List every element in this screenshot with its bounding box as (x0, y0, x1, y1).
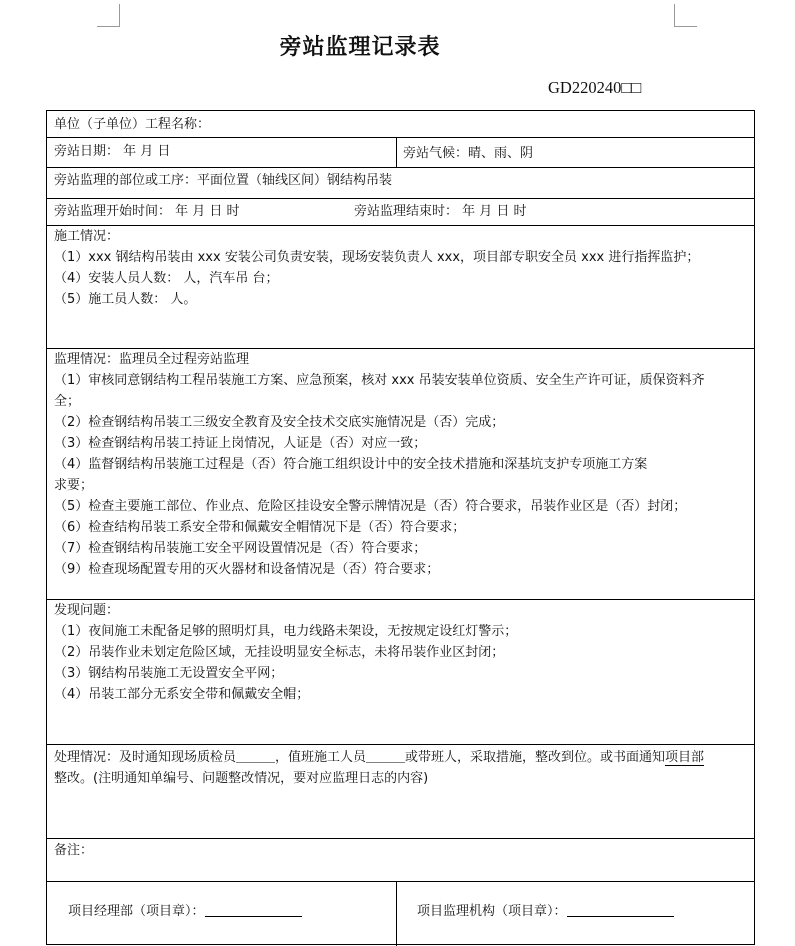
handling-underlined-text: 项目部 (665, 750, 705, 765)
supervision-line-1: （1）审核同意钢结构工程吊装施工方案、应急预案，核对 xxx 吊装安装单位资质、安全生产许可证，质保资料齐 (54, 373, 705, 388)
form-code: GD220240□□ (548, 78, 642, 97)
supervision-line-7: （7）检查钢结构吊装施工安全平网设置情况是（否）符合要求； (54, 541, 427, 556)
date-weather-row (47, 137, 754, 168)
document-title: 旁站监理记录表 (279, 35, 441, 60)
supervision-heading: 监理情况：监理员全过程旁站监理 (54, 352, 250, 367)
supervision-line-4: （4）监督钢结构吊装施工过程是（否）符合施工组织设计中的安全技术措施和深基坑支护专项施工方案 (54, 457, 648, 472)
issue-line-1: （1）夜间施工未配备足够的照明灯具，电力线路未架设，无按规定设红灯警示； (54, 624, 518, 639)
supervision-record-form (46, 110, 755, 945)
date-weather-divider (396, 137, 397, 167)
supervision-line-4-cont: 求要； (54, 478, 94, 493)
unit-project-name-label: 单位（子单位）工程名称： (54, 117, 211, 132)
start-time-label: 旁站监理开始时间： 年 月 日 时 (54, 204, 240, 219)
handling-text: 处理情况：及时通知现场质检员＿＿＿，值班施工人员＿＿＿或带班人，采取措施，整改到位。或书面通知 (54, 750, 666, 765)
signature-row (47, 881, 754, 946)
supervision-line-9: （9）检查现场配置专用的灭火器材和设备情况是（否）符合要求； (54, 562, 440, 577)
issue-line-2: （2）吊装作业未划定危险区域，无挂设明显安全标志，未将吊装作业区封闭； (54, 645, 505, 660)
handling-line-2: 整改。(注明通知单编号、问题整改情况，要对应监理日志的内容) (54, 771, 429, 786)
observation-location-label: 旁站监理的部位或工序：平面位置（轴线区间）钢结构吊装 (54, 173, 393, 188)
supervision-line-3: （3）检查钢结构吊装工持证上岗情况，人证是（否）对应一致； (54, 436, 427, 451)
remarks-row (47, 838, 754, 882)
signature-divider (396, 881, 397, 946)
issue-line-3: （3）钢结构吊装施工无设置安全平网； (54, 666, 284, 681)
construction-line-1: （1）xxx 钢结构吊装由 xxx 安装公司负责安装，现场安装负责人 xxx，项目部专职安全员 xxx 进行指挥监护； (54, 250, 700, 265)
supervision-line-2: （2）检查钢结构吊装工三级安全教育及安全技术交底实施情况是（否）完成； (54, 415, 505, 430)
supervision-line-6: （6）检查结构吊装工系安全带和佩戴安全帽情况下是（否）符合要求； (54, 520, 466, 535)
construction-line-3: （5）施工员人数： 人。 (54, 292, 197, 307)
time-row (47, 198, 754, 226)
supervision-line-5: （5）检查主要施工部位、作业点、危险区挂设安全警示牌情况是（否）符合要求，吊装作业区是（否）封闭； (54, 499, 687, 514)
supervision-agency-label: 项目监理机构（项目章）： (417, 904, 567, 919)
end-time-label: 旁站监理结束时： 年 月 日 时 (354, 204, 527, 219)
handling-line-1 (54, 747, 704, 768)
supervision-line-1-cont: 全； (54, 394, 81, 409)
project-manager-label: 项目经理部（项目章）： (68, 904, 205, 919)
unit-row (47, 111, 754, 138)
remarks-label: 备注： (54, 843, 94, 858)
supervision-agency-signature (417, 901, 674, 922)
issues-section (47, 599, 754, 745)
issues-heading: 发现问题： (54, 603, 120, 618)
supervision-section (47, 348, 754, 600)
crop-mark-left (97, 4, 120, 27)
project-manager-signature (68, 901, 302, 922)
observation-weather-label: 旁站气候：晴、雨、阴 (403, 146, 534, 161)
construction-line-2: （4）安装人员人数： 人，汽车吊 台； (54, 271, 279, 286)
supervision-agency-stamp-line (567, 901, 674, 917)
construction-heading: 施工情况： (54, 229, 120, 244)
issue-line-4: （4）吊装工部分无系安全带和佩戴安全帽； (54, 687, 310, 702)
construction-section (47, 225, 754, 349)
project-manager-stamp-line (205, 901, 302, 917)
crop-mark-right (674, 4, 697, 27)
observation-date-label: 旁站日期： 年 月 日 (54, 144, 171, 159)
handling-section (47, 744, 754, 839)
location-row (47, 167, 754, 199)
